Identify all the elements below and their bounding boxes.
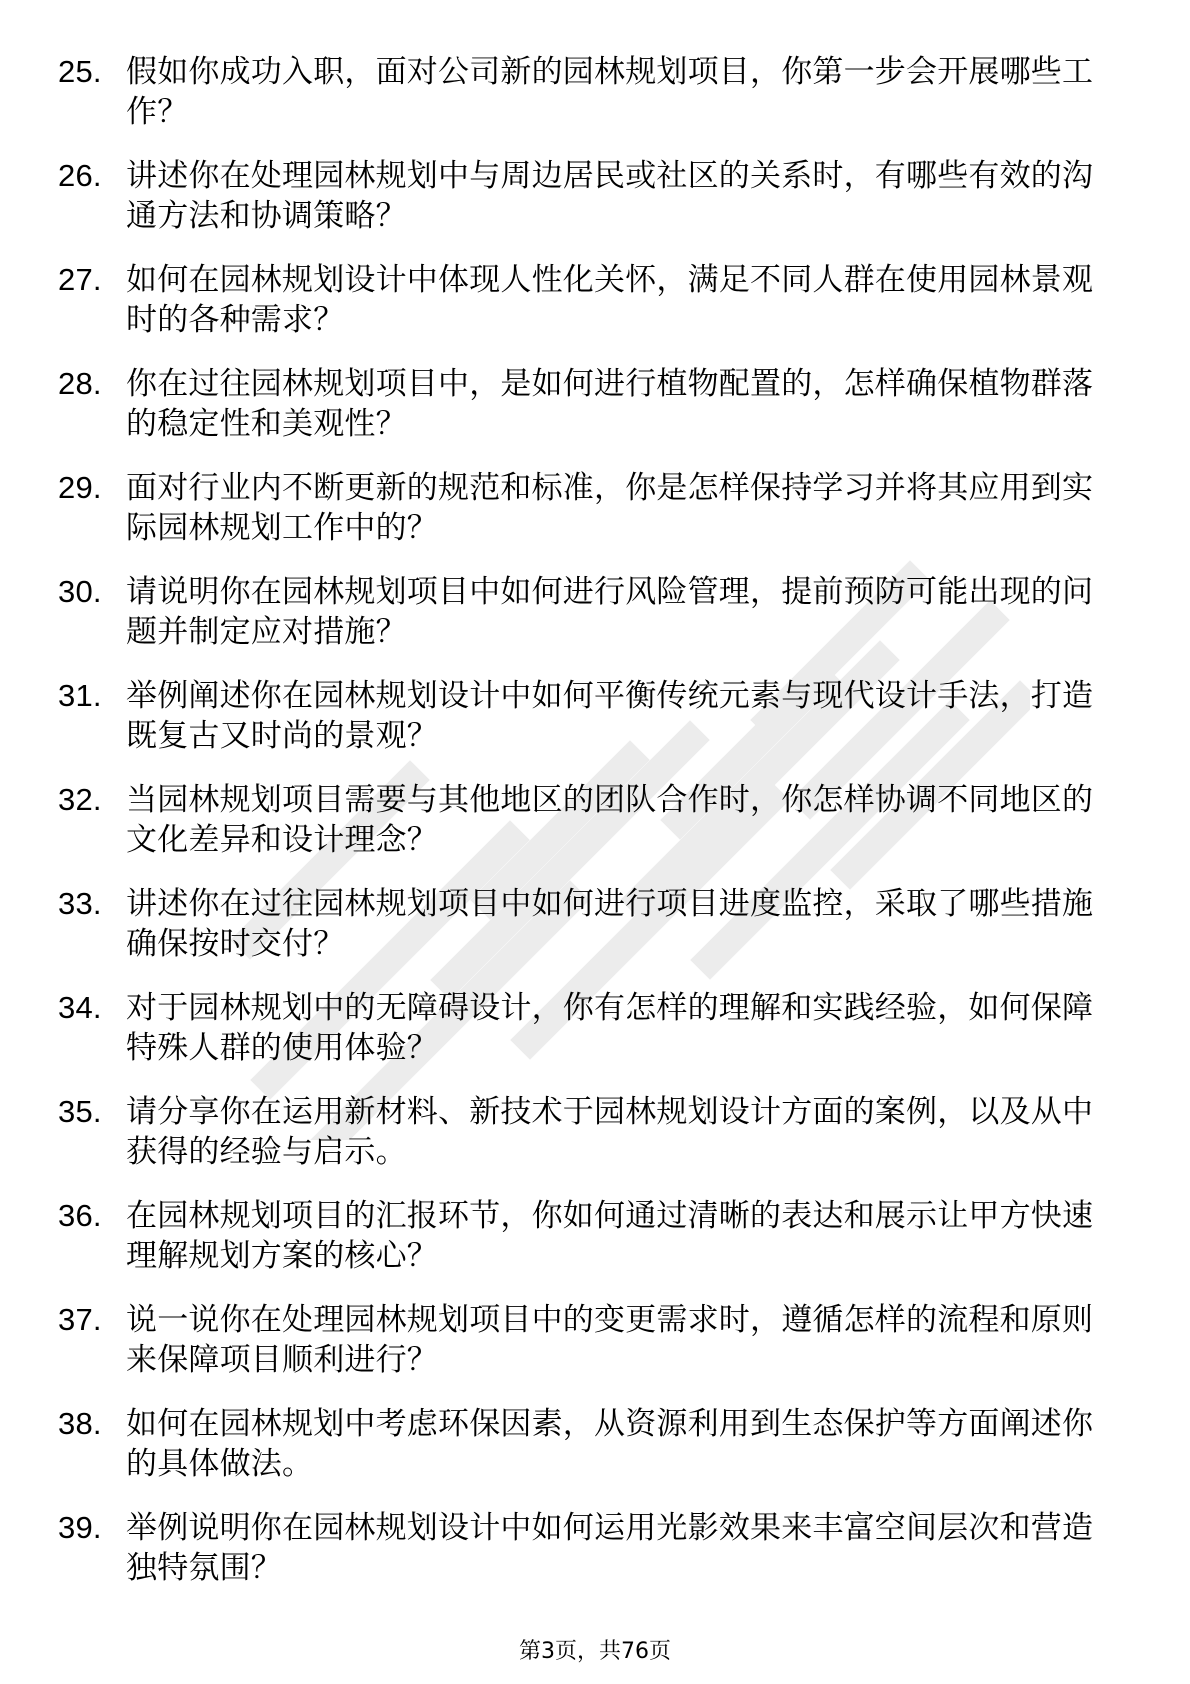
question-number: 35. bbox=[58, 1094, 102, 1129]
question-number: 26. bbox=[58, 158, 102, 193]
question-item bbox=[58, 572, 1118, 676]
question-text: 举例阐述你在园林规划设计中如何平衡传统元素与现代设计手法，打造既复古又时尚的景观？ bbox=[126, 678, 1094, 754]
question-item bbox=[58, 52, 1118, 156]
question-text: 假如你成功入职，面对公司新的园林规划项目，你第一步会开展哪些工作？ bbox=[126, 54, 1094, 130]
question-number: 25. bbox=[58, 54, 102, 89]
question-number: 34. bbox=[58, 990, 102, 1025]
question-text: 对于园林规划中的无障碍设计，你有怎样的理解和实践经验，如何保障特殊人群的使用体验？ bbox=[126, 990, 1094, 1066]
question-number: 32. bbox=[58, 782, 102, 817]
question-item bbox=[58, 1508, 1118, 1612]
question-text: 当园林规划项目需要与其他地区的团队合作时，你怎样协调不同地区的文化差异和设计理念？ bbox=[126, 782, 1094, 858]
question-text: 在园林规划项目的汇报环节，你如何通过清晰的表达和展示让甲方快速理解规划方案的核心？ bbox=[126, 1198, 1094, 1274]
question-text: 面对行业内不断更新的规范和标准，你是怎样保持学习并将其应用到实际园林规划工作中的？ bbox=[126, 470, 1094, 546]
question-item bbox=[58, 1404, 1118, 1508]
question-number: 36. bbox=[58, 1198, 102, 1233]
question-item bbox=[58, 1196, 1118, 1300]
question-item bbox=[58, 988, 1118, 1092]
question-list bbox=[58, 52, 1118, 1612]
question-number: 30. bbox=[58, 574, 102, 609]
question-item bbox=[58, 468, 1118, 572]
question-text: 请分享你在运用新材料、新技术于园林规划设计方面的案例，以及从中获得的经验与启示。 bbox=[126, 1094, 1094, 1170]
question-item bbox=[58, 260, 1118, 364]
question-text: 如何在园林规划中考虑环保因素，从资源利用到生态保护等方面阐述你的具体做法。 bbox=[126, 1406, 1094, 1482]
question-text: 如何在园林规划设计中体现人性化关怀，满足不同人群在使用园林景观时的各种需求？ bbox=[126, 262, 1094, 338]
question-item bbox=[58, 780, 1118, 884]
question-text: 讲述你在过往园林规划项目中如何进行项目进度监控，采取了哪些措施确保按时交付？ bbox=[126, 886, 1094, 962]
question-text: 举例说明你在园林规划设计中如何运用光影效果来丰富空间层次和营造独特氛围？ bbox=[126, 1510, 1094, 1586]
question-number: 28. bbox=[58, 366, 102, 401]
page-footer: 第3页，共76页 bbox=[519, 1639, 671, 1664]
question-item bbox=[58, 676, 1118, 780]
question-number: 31. bbox=[58, 678, 102, 713]
question-item bbox=[58, 364, 1118, 468]
question-text: 请说明你在园林规划项目中如何进行风险管理，提前预防可能出现的问题并制定应对措施？ bbox=[126, 574, 1094, 650]
question-text: 说一说你在处理园林规划项目中的变更需求时，遵循怎样的流程和原则来保障项目顺利进行？ bbox=[126, 1302, 1094, 1378]
question-item bbox=[58, 1300, 1118, 1404]
question-item bbox=[58, 884, 1118, 988]
question-text: 你在过往园林规划项目中，是如何进行植物配置的，怎样确保植物群落的稳定性和美观性？ bbox=[126, 366, 1094, 442]
question-number: 37. bbox=[58, 1302, 102, 1337]
question-number: 29. bbox=[58, 470, 102, 505]
question-number: 39. bbox=[58, 1510, 102, 1545]
question-number: 33. bbox=[58, 886, 102, 921]
question-text: 讲述你在处理园林规划中与周边居民或社区的关系时，有哪些有效的沟通方法和协调策略？ bbox=[126, 158, 1094, 234]
question-item bbox=[58, 156, 1118, 260]
question-item bbox=[58, 1092, 1118, 1196]
question-number: 38. bbox=[58, 1406, 102, 1441]
question-number: 27. bbox=[58, 262, 102, 297]
